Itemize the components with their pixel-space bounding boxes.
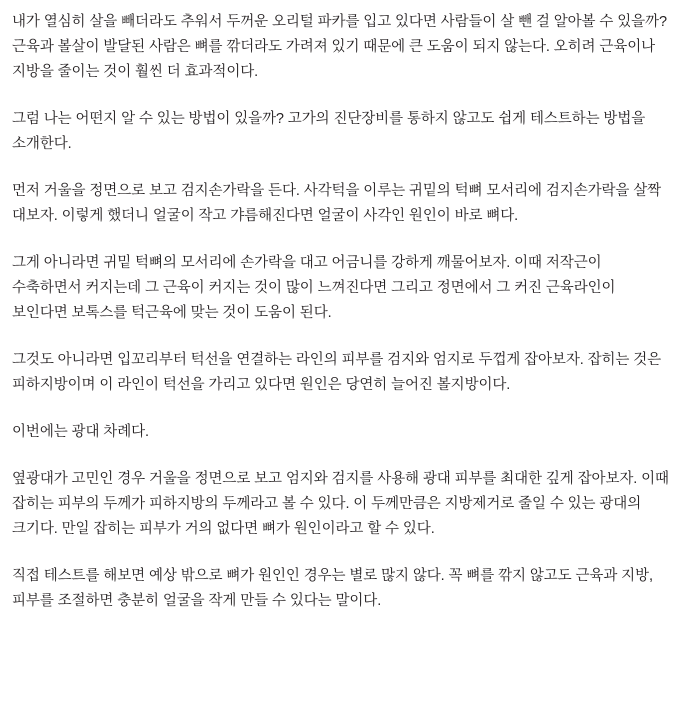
paragraph: 직접 테스트를 해보면 예상 밖으로 뼈가 원인인 경우는 별로 많지 않다. 꼭 뼈를 깎지 않고도 근육과 지방, 피부를 조절하면 충분히 얼굴을 작게 만들 수 있다는 말이다. <box>12 568 657 609</box>
paragraph: 그것도 아니라면 입꼬리부터 턱선을 연결하는 라인의 피부를 검지와 엄지로 두껍게 잡아보자. 잡히는 것은 피하지방이며 이 라인이 턱선을 가리고 있다면 원인은 당연히 늘어진 볼지방이다. <box>12 352 666 393</box>
paragraph: 내가 열심히 살을 빼더라도 추워서 두꺼운 오리털 파카를 입고 있다면 사람들이 살 뺀 걸 알아볼 수 있을까? 근육과 볼살이 발달된 사람은 뼈를 깎더라도 가려져 있기 때문에 큰 도움이 되지 않는다. 오히려 근육이나 지방을 줄이는 것이 훨씬 더 효과적이다. <box>12 14 671 80</box>
paragraph: 옆광대가 고민인 경우 거울을 정면으로 보고 엄지와 검지를 사용해 광대 피부를 최대한 깊게 잡아보자. 이때 잡히는 피부의 두께가 피하지방의 두께라고 볼 수 있다. 이 두께만큼은 지방제거로 줄일 수 있는 광대의 크기다. 만일 잡히는 피부가 거의 없다면 뼈가 원인이라고 할 수 있다. <box>12 471 673 537</box>
paragraph: 먼저 거울을 정면으로 보고 검지손가락을 든다. 사각턱을 이루는 귀밑의 턱뼈 모서리에 검지손가락을 살짝 대보자. 이렇게 했더니 얼굴이 작고 갸름해진다면 얼굴이 사각인 원인이 바로 뼈다. <box>12 183 666 224</box>
paragraph: 이번에는 광대 차례다. <box>12 424 149 440</box>
paragraph: 그게 아니라면 귀밑 턱뼈의 모서리에 손가락을 대고 어금니를 강하게 깨물어보자. 이때 저작근이 수축하면서 커지는데 그 근육이 커지는 것이 많이 느껴진다면 그리고 정면에서 그 커진 근육라인이 보인다면 보톡스를 턱근육에 맞는 것이 도움이 된다. <box>12 255 620 321</box>
paragraph: 그럼 나는 어떤지 알 수 있는 방법이 있을까? 고가의 진단장비를 통하지 않고도 쉽게 테스트하는 방법을 소개한다. <box>12 111 650 152</box>
